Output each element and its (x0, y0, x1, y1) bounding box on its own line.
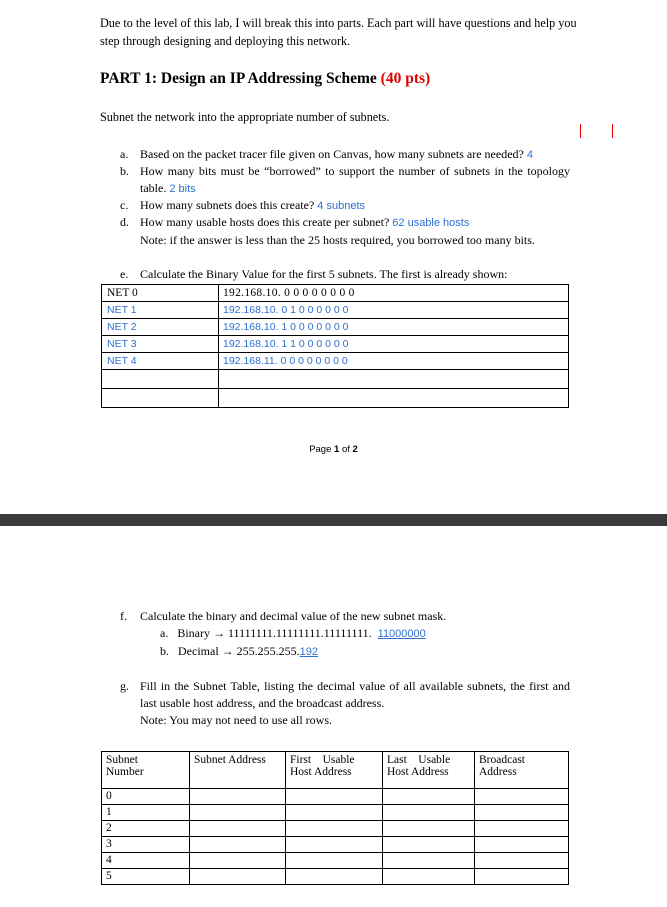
empty-input-cell[interactable] (190, 789, 286, 805)
empty-input-cell[interactable] (190, 869, 286, 885)
empty-input-cell[interactable] (286, 853, 383, 869)
subnet-table-row (102, 853, 569, 869)
subnet-number-cell: 5 (102, 869, 190, 885)
subnet-table-header (190, 752, 286, 789)
net-cell: NET 1 (102, 302, 219, 319)
question-text: Based on the packet tracer file given on Canvas, how many subnets are needed? (140, 147, 524, 161)
net-cell (102, 389, 219, 408)
binary-table-row (102, 389, 569, 408)
empty-input-cell[interactable] (190, 821, 286, 837)
subnet-number-cell: 0 (102, 789, 190, 805)
binary-value-cell: 192.168.10. 1 0 0 0 0 0 0 0 (219, 319, 569, 336)
empty-input-cell[interactable] (286, 805, 383, 821)
subnet-table-header (286, 752, 383, 789)
empty-input-cell[interactable] (383, 837, 475, 853)
header-line: Number (106, 766, 144, 778)
subnet-table-row (102, 837, 569, 853)
subnet-table-row (102, 869, 569, 885)
heading-text: PART 1: Design an IP Addressing Scheme (100, 70, 377, 87)
question-text: Fill in the Subnet Table, listing the decimal value of all available subnets, the first and last usable host address, and the broadcast address. (140, 679, 570, 710)
note-text: Note: if the answer is less than the 25 hosts required, you borrowed too many bits. (140, 233, 535, 247)
header-line: Host Address (290, 766, 352, 778)
decimal-mask-label: Decimal → 255.255.255. (178, 644, 300, 658)
question-marker: e. (120, 267, 129, 281)
intro-paragraph: Due to the level of this lab, I will break this into parts. Each part will have questions and help you step through designing and deploying this network. (100, 16, 577, 48)
question-c (120, 197, 570, 215)
header-line: Subnet Address (194, 754, 266, 766)
binary-table-row (102, 285, 569, 302)
decimal-mask-answer: 192 (299, 646, 319, 658)
binary-value-cell: 192.168.10. 0 1 0 0 0 0 0 0 (219, 302, 569, 319)
empty-input-cell[interactable] (190, 837, 286, 853)
binary-table-row (102, 302, 569, 319)
empty-input-cell[interactable] (475, 869, 569, 885)
question-marker: c. (120, 198, 129, 212)
binary-value-cell: 192.168.11. 0 0 0 0 0 0 0 0 (219, 353, 569, 370)
question-text: How many bits must be “borrowed” to support the number of subnets in the topology table. (140, 164, 570, 195)
binary-table-row (102, 336, 569, 353)
question-b (120, 163, 570, 198)
header-line: Broadcast (479, 754, 525, 766)
part-heading (100, 70, 430, 88)
question-marker: f. (120, 609, 127, 623)
empty-input-cell[interactable] (286, 789, 383, 805)
binary-mask-label: Binary → 11111111.11111111.11111111. (177, 626, 372, 640)
binary-table-row (102, 370, 569, 389)
revision-bar (580, 124, 581, 138)
footer-page: 1 (334, 444, 340, 455)
footer-mid: of (339, 444, 353, 455)
sub-marker: b. (160, 644, 169, 658)
question-e (120, 266, 570, 283)
empty-input-cell[interactable] (383, 789, 475, 805)
subnet-table-header (102, 752, 190, 789)
question-a (120, 146, 588, 164)
subnet-table-header (475, 752, 569, 789)
net-cell: NET 2 (102, 319, 219, 336)
question-marker: d. (120, 215, 129, 229)
net-cell: NET 3 (102, 336, 219, 353)
subnet-table-header (383, 752, 475, 789)
empty-input-cell[interactable] (190, 805, 286, 821)
binary-value-cell (219, 389, 569, 408)
subnet-table-row (102, 821, 569, 837)
empty-input-cell[interactable] (383, 869, 475, 885)
question-text: How many subnets does this create? (140, 198, 315, 212)
empty-input-cell[interactable] (475, 789, 569, 805)
note-text: Note: You may not need to use all rows. (140, 713, 332, 727)
net-cell: NET 4 (102, 353, 219, 370)
answer-text: 4 subnets (317, 200, 365, 212)
subnet-number-cell: 4 (102, 853, 190, 869)
binary-mask-line (160, 625, 580, 643)
empty-input-cell[interactable] (475, 821, 569, 837)
empty-input-cell[interactable] (475, 805, 569, 821)
header-line: Subnet (106, 754, 138, 766)
subnet-table-row (102, 789, 569, 805)
binary-mask-answer: 11000000 (377, 628, 426, 640)
question-text: Calculate the binary and decimal value of the new subnet mask. (140, 609, 447, 623)
revision-bar (612, 124, 613, 138)
answer-text: 4 (526, 149, 533, 161)
binary-table-row (102, 319, 569, 336)
binary-value-cell (219, 370, 569, 389)
instruction-text: Subnet the network into the appropriate number of subnets. (100, 110, 390, 124)
empty-input-cell[interactable] (383, 821, 475, 837)
question-g (120, 678, 570, 729)
header-line: First Usable (290, 754, 355, 766)
empty-input-cell[interactable] (286, 869, 383, 885)
answer-text: 2 bits (169, 183, 196, 195)
question-d (120, 214, 570, 249)
answer-text: 62 usable hosts (392, 217, 470, 229)
footer-prefix: Page (309, 444, 335, 455)
subnet-number-cell: 1 (102, 805, 190, 821)
subnet-table (101, 751, 569, 885)
subnet-number-cell: 2 (102, 821, 190, 837)
binary-value-cell: 192.168.10. 0 0 0 0 0 0 0 0 (219, 285, 569, 302)
question-f (120, 608, 580, 661)
question-marker: a. (120, 147, 129, 161)
binary-table-row (102, 353, 569, 370)
empty-input-cell[interactable] (286, 837, 383, 853)
empty-input-cell[interactable] (475, 853, 569, 869)
header-line: Address (479, 766, 517, 778)
sub-marker: a. (160, 626, 169, 640)
question-text: Calculate the Binary Value for the first 5 subnets. The first is already shown: (140, 267, 508, 281)
page-footer (0, 444, 667, 455)
question-marker: b. (120, 164, 129, 178)
question-text: How many usable hosts does this create per subnet? (140, 215, 390, 229)
question-marker: g. (120, 679, 129, 693)
empty-input-cell[interactable] (190, 853, 286, 869)
binary-table (101, 284, 569, 408)
footer-total: 2 (352, 444, 358, 455)
empty-input-cell[interactable] (286, 821, 383, 837)
empty-input-cell[interactable] (383, 853, 475, 869)
empty-input-cell[interactable] (383, 805, 475, 821)
empty-input-cell[interactable] (475, 837, 569, 853)
header-line: Last Usable (387, 754, 451, 766)
net-cell: NET 0 (102, 285, 219, 302)
binary-value-cell: 192.168.10. 1 1 0 0 0 0 0 0 (219, 336, 569, 353)
heading-points: (40 pts) (380, 70, 431, 87)
header-line: Host Address (387, 766, 449, 778)
subnet-table-row (102, 805, 569, 821)
decimal-mask-line (160, 643, 580, 661)
page-divider (0, 514, 667, 526)
subnet-number-cell: 3 (102, 837, 190, 853)
net-cell (102, 370, 219, 389)
